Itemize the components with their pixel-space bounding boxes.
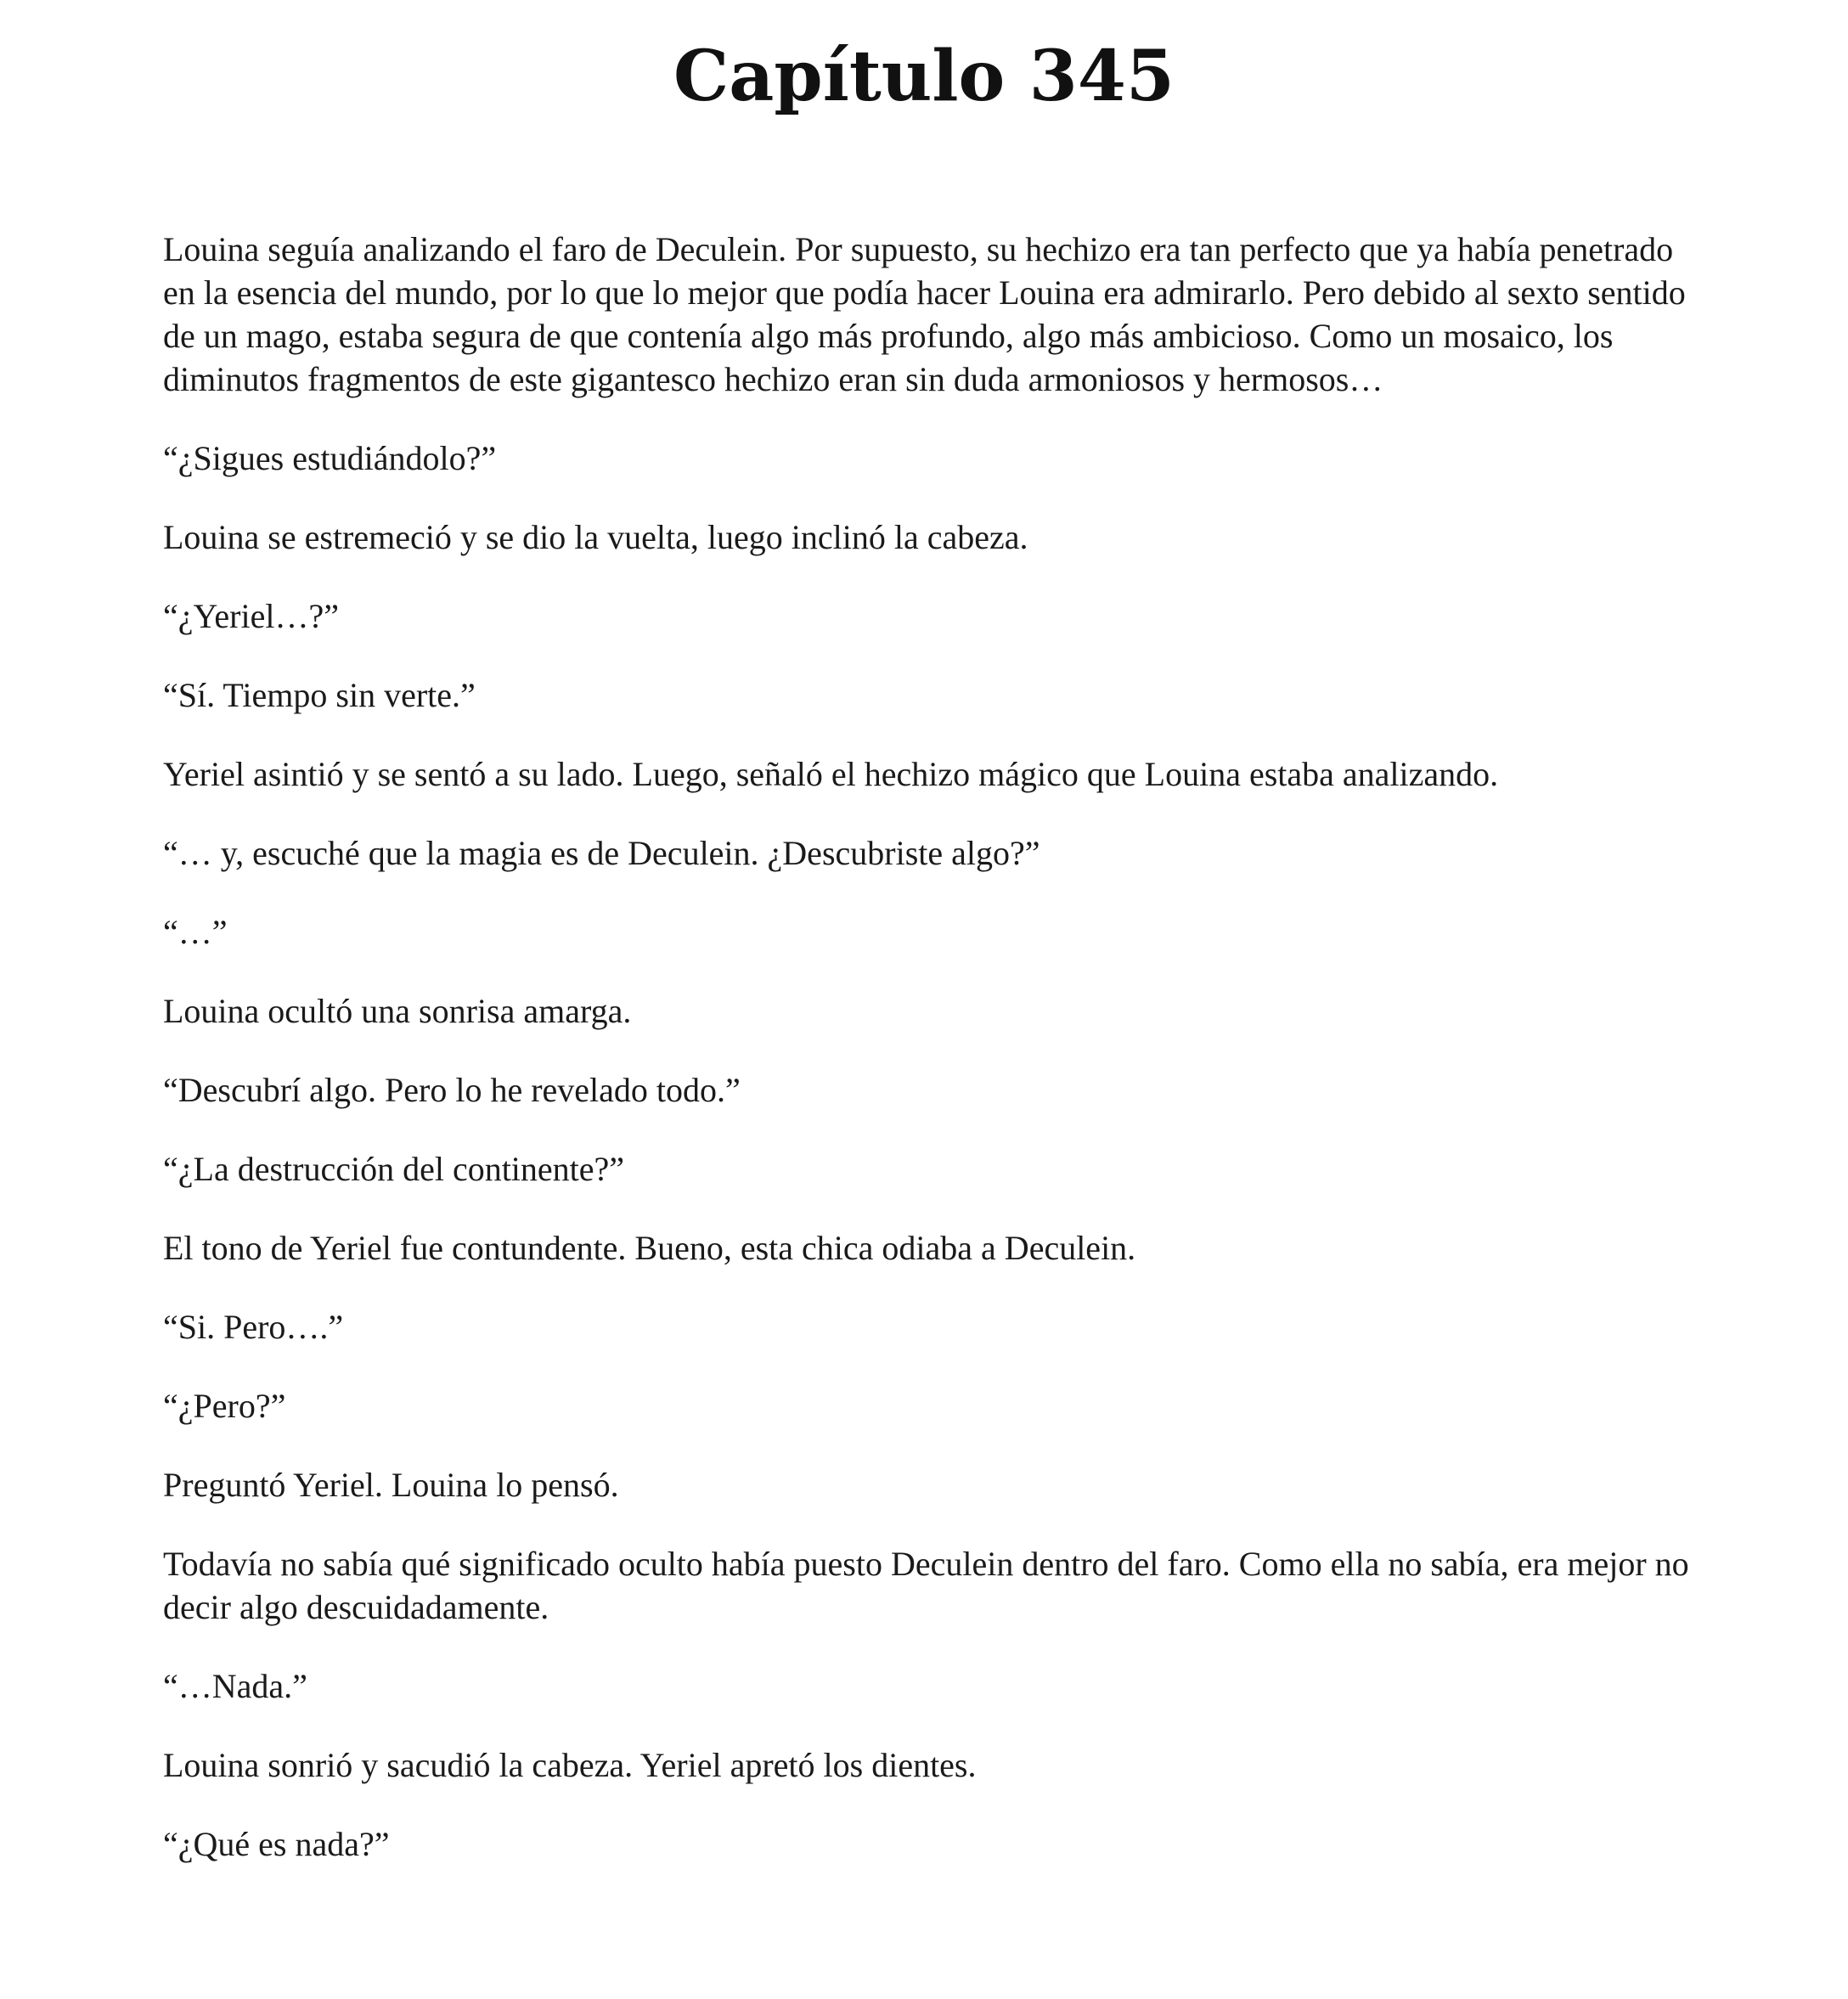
paragraph: “¿Yeriel…?” xyxy=(163,597,339,635)
paragraph: “¿Sigues estudiándolo?” xyxy=(163,439,497,477)
paragraph: Louina seguía analizando el faro de Deculein. Por supuesto, su hechizo era tan perfecto que ya había penetrado en la esencia del mundo, por lo que lo mejor que podía hacer Louina era admirarlo. Pero debido al sexto sentido de un mago, estaba segura de que contenía algo más profundo, algo más ambicioso. Como un mosaico, los diminutos fragmentos de este gigantesco hechizo eran sin duda armoniosos y hermosos… xyxy=(163,230,1686,398)
paragraph: Yeriel asintió y se sentó a su lado. Luego, señaló el hechizo mágico que Louina estaba analizando. xyxy=(163,755,1499,793)
paragraph: “Descubrí algo. Pero lo he revelado todo.” xyxy=(163,1071,741,1109)
paragraph: “…Nada.” xyxy=(163,1667,307,1705)
paragraph: “¿La destrucción del continente?” xyxy=(163,1150,625,1188)
paragraph: “Sí. Tiempo sin verte.” xyxy=(163,676,476,714)
paragraph: “…” xyxy=(163,913,228,951)
paragraph: Todavía no sabía qué significado oculto había puesto Deculein dentro del faro. Como ella no sabía, era mejor no decir algo descuidadamente. xyxy=(163,1545,1689,1626)
chapter-title: Capítulo 345 xyxy=(673,36,1175,117)
paragraph: Louina ocultó una sonrisa amarga. xyxy=(163,992,632,1030)
paragraph: El tono de Yeriel fue contundente. Bueno, esta chica odiaba a Deculein. xyxy=(163,1229,1136,1267)
paragraph: Louina se estremeció y se dio la vuelta, luego inclinó la cabeza. xyxy=(163,518,1028,556)
paragraph: Louina sonrió y sacudió la cabeza. Yeriel apretó los dientes. xyxy=(163,1746,977,1784)
chapter-body xyxy=(163,228,1692,1901)
paragraph: “¿Pero?” xyxy=(163,1387,286,1425)
paragraph: “… y, escuché que la magia es de Deculein. ¿Descubriste algo?” xyxy=(163,834,1040,872)
paragraph: Preguntó Yeriel. Louina lo pensó. xyxy=(163,1466,619,1504)
paragraph: “¿Qué es nada?” xyxy=(163,1825,390,1863)
paragraph: “Si. Pero….” xyxy=(163,1308,344,1346)
